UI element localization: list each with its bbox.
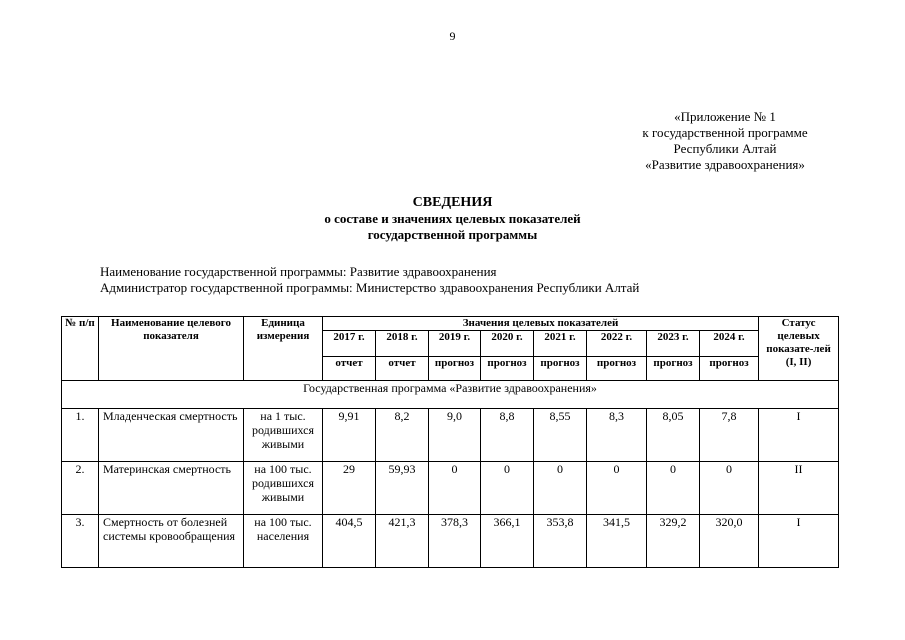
header-status: Статус целевых показате-лей (I, II) (759, 317, 839, 381)
header-value-kind: прогноз (647, 357, 700, 381)
section-title: Государственная программа «Развитие здравоохранения» (62, 381, 839, 409)
row-unit: на 1 тыс. родившихся живыми (244, 409, 323, 462)
row-num: 2. (62, 462, 99, 515)
row-value: 0 (587, 462, 647, 515)
header-year: 2024 г. (700, 331, 759, 357)
document-subtitle-line: о составе и значениях целевых показателей (324, 211, 581, 226)
appendix-line: «Приложение № 1 (674, 109, 776, 124)
table-row (62, 462, 839, 515)
header-value-kind: отчет (323, 357, 376, 381)
header-indicator-name: Наименование целевого показателя (99, 317, 244, 381)
row-value: 0 (647, 462, 700, 515)
row-indicator-name: Смертность от болезней системы кровообращения (99, 515, 244, 568)
document-heading (0, 195, 905, 243)
row-num: 3. (62, 515, 99, 568)
row-value: 366,1 (481, 515, 534, 568)
row-value: 0 (700, 462, 759, 515)
header-value-kind: прогноз (534, 357, 587, 381)
row-value: 0 (429, 462, 481, 515)
header-value-kind: отчет (376, 357, 429, 381)
document-subtitle-line: государственной программы (367, 227, 538, 242)
row-value: 0 (481, 462, 534, 515)
header-year: 2022 г. (587, 331, 647, 357)
row-value: 7,8 (700, 409, 759, 462)
row-value: 404,5 (323, 515, 376, 568)
header-value-kind: прогноз (700, 357, 759, 381)
program-admin-line: Администратор государственной программы: Министерство здравоохранения Республики Алтай (100, 280, 640, 295)
appendix-line: к государственной программе (642, 125, 808, 140)
row-value: 421,3 (376, 515, 429, 568)
header-year: 2023 г. (647, 331, 700, 357)
header-year: 2018 г. (376, 331, 429, 357)
row-unit: на 100 тыс. населения (244, 515, 323, 568)
row-status: I (759, 515, 839, 568)
header-value-kind: прогноз (481, 357, 534, 381)
row-status: I (759, 409, 839, 462)
header-year: 2021 г. (534, 331, 587, 357)
appendix-line: «Развитие здравоохранения» (645, 157, 805, 172)
row-value: 59,93 (376, 462, 429, 515)
appendix-line: Республики Алтай (673, 141, 777, 156)
row-unit: на 100 тыс. родившихся живыми (244, 462, 323, 515)
row-num: 1. (62, 409, 99, 462)
row-value: 8,2 (376, 409, 429, 462)
table-row (62, 515, 839, 568)
row-value: 341,5 (587, 515, 647, 568)
row-value: 8,55 (534, 409, 587, 462)
header-year: 2017 г. (323, 331, 376, 357)
row-value: 9,91 (323, 409, 376, 462)
program-info (100, 264, 860, 296)
row-value: 329,2 (647, 515, 700, 568)
indicators-table (61, 316, 839, 568)
appendix-note (600, 109, 850, 173)
header-values-group: Значения целевых показателей (323, 317, 759, 331)
page-number: 9 (449, 29, 456, 43)
row-value: 29 (323, 462, 376, 515)
program-name-line: Наименование государственной программы: Развитие здравоохранения (100, 264, 497, 279)
header-value-kind: прогноз (587, 357, 647, 381)
header-year: 2019 г. (429, 331, 481, 357)
row-value: 353,8 (534, 515, 587, 568)
header-num: № п/п (62, 317, 99, 381)
row-indicator-name: Младенческая смертность (99, 409, 244, 462)
row-value: 8,8 (481, 409, 534, 462)
row-value: 378,3 (429, 515, 481, 568)
row-indicator-name: Материнская смертность (99, 462, 244, 515)
row-value: 320,0 (700, 515, 759, 568)
document-title: СВЕДЕНИЯ (412, 195, 493, 210)
row-value: 8,3 (587, 409, 647, 462)
header-year: 2020 г. (481, 331, 534, 357)
table-row (62, 409, 839, 462)
row-value: 9,0 (429, 409, 481, 462)
header-value-kind: прогноз (429, 357, 481, 381)
row-value: 0 (534, 462, 587, 515)
row-status: II (759, 462, 839, 515)
header-unit: Единица измерения (244, 317, 323, 381)
row-value: 8,05 (647, 409, 700, 462)
